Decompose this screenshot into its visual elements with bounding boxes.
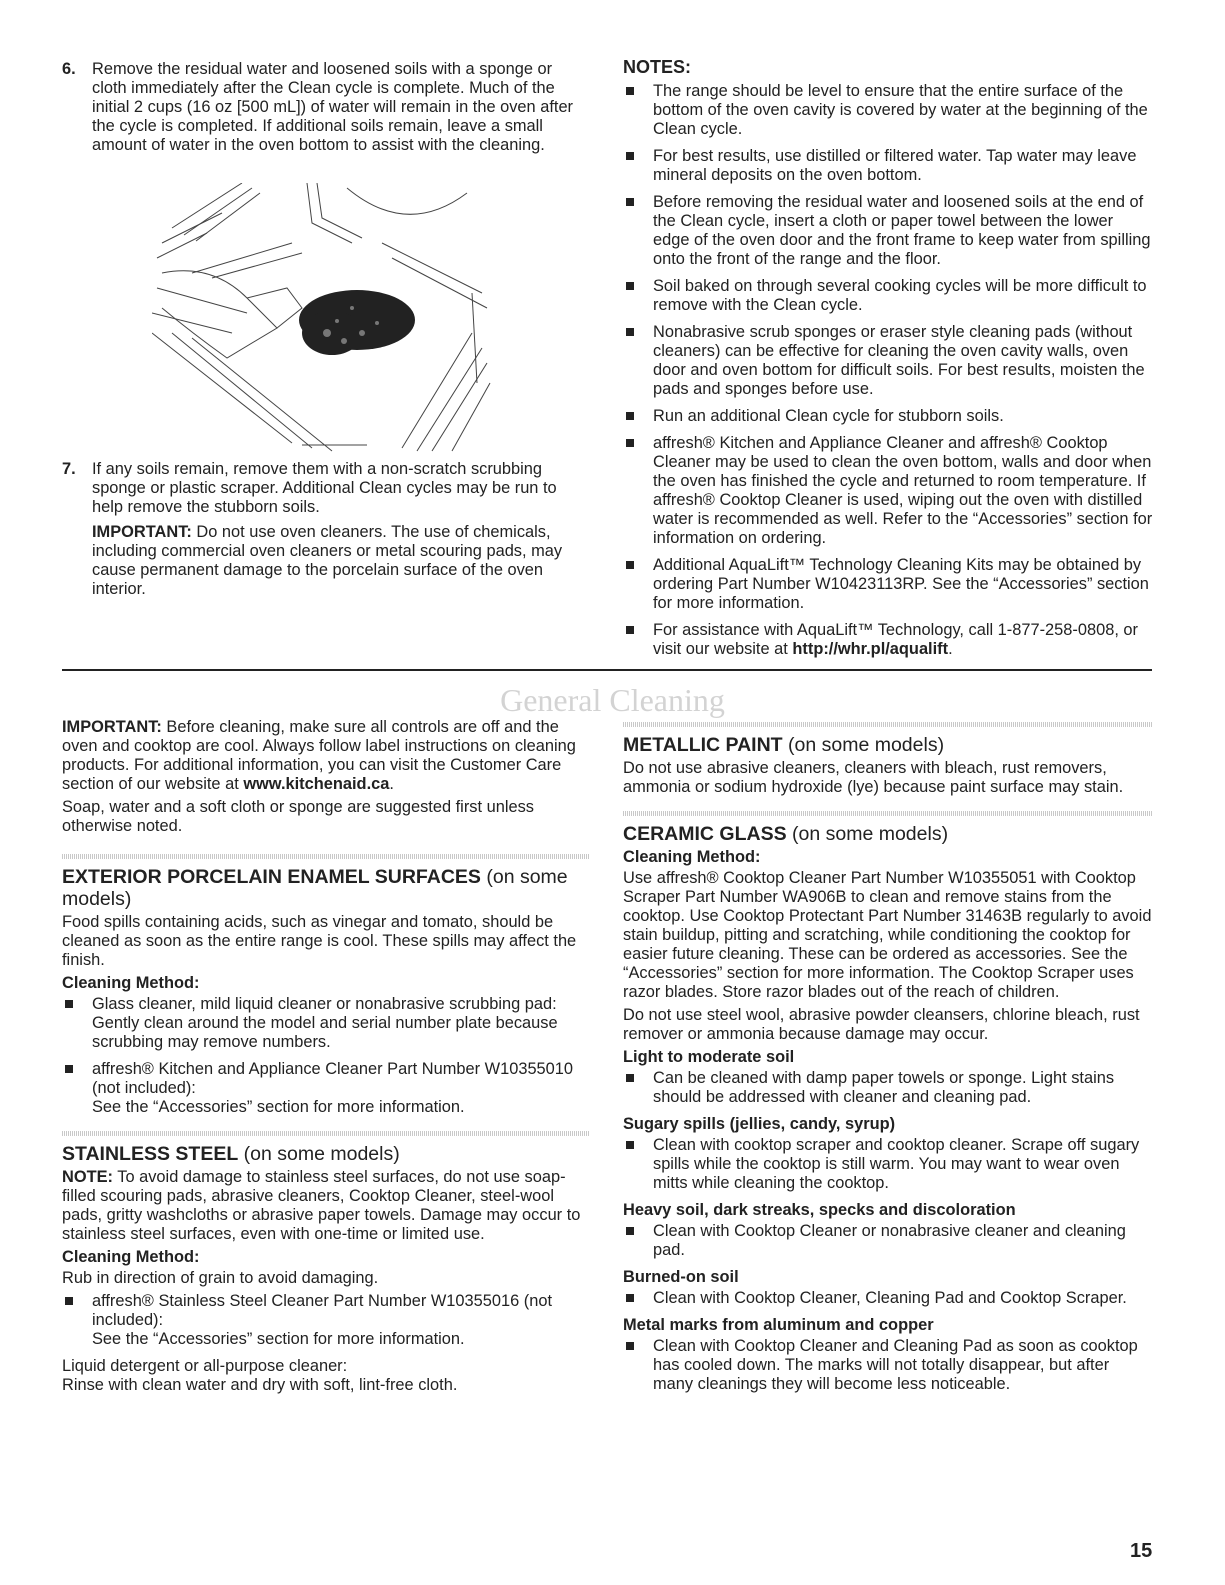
top-left-column-lower bbox=[62, 460, 590, 605]
note-label: NOTE: bbox=[62, 1168, 113, 1186]
bullet-line: See the “Accessories” section for more information. bbox=[92, 1098, 465, 1116]
metal-marks-label: Metal marks from aluminum and copper bbox=[623, 1316, 934, 1334]
page-number: 15 bbox=[1130, 1540, 1153, 1562]
metal-marks-bullet: Clean with Cooktop Cleaner and Cleaning Pad as soon as cooktop has cooled down. The marks will not totally disappear, but after many cleanings they will become less noticeable. bbox=[623, 1337, 1153, 1394]
soap-paragraph: Soap, water and a soft cloth or sponge are suggested first unless otherwise noted. bbox=[62, 798, 534, 835]
stainless-bullet bbox=[62, 1292, 590, 1349]
exterior-heading bbox=[62, 866, 590, 910]
important-text: Before cleaning, make sure all controls are off and the oven and cooktop are cool. Always follow label instructions on cleaning products. For additional information, you can visit the Customer Care section of our website at bbox=[62, 718, 576, 793]
rub-text: Rub in direction of grain to avoid damaging. bbox=[62, 1269, 379, 1287]
exterior-bullet bbox=[62, 1060, 590, 1117]
metallic-heading bbox=[623, 734, 1153, 756]
exterior-heading-rest: (on some models) bbox=[62, 866, 568, 910]
important-paragraph bbox=[62, 718, 590, 794]
cleaning-method-label: Cleaning Method: bbox=[62, 974, 200, 992]
bottom-left-column bbox=[62, 718, 590, 1395]
kitchenaid-link[interactable]: www.kitchenaid.ca bbox=[243, 775, 390, 793]
note-item: The range should be level to ensure that the entire surface of the bottom of the oven cavity is covered by water at the beginning of the Clean cycle. bbox=[623, 82, 1153, 139]
bullet-line: affresh® Kitchen and Appliance Cleaner Part Number W10355010 (not included): bbox=[92, 1060, 574, 1097]
note-text: To avoid damage to stainless steel surfaces, do not use soap-filled scouring pads, abrasive cleaners, Cooktop Cleaner, steel-wool pads, gritty washcloths or abrasive paper towels. Damage may occur to stainless steel surfaces, even with one-time or limited use. bbox=[62, 1168, 581, 1243]
note-item: For best results, use distilled or filtered water. Tap water may leave mineral deposits on the oven bottom. bbox=[623, 147, 1153, 185]
hatch-divider bbox=[623, 722, 1153, 727]
metallic-text: Do not use abrasive cleaners, cleaners with bleach, rust removers, ammonia or sodium hydroxide (lye) because paint surface may stain. bbox=[623, 759, 1124, 796]
step-7 bbox=[62, 460, 590, 599]
important-paragraph bbox=[92, 523, 590, 599]
bullet-line: affresh® Stainless Steel Cleaner Part Number W10355016 (not included): bbox=[92, 1292, 553, 1329]
important-text: Do not use oven cleaners. The use of chemicals, including commercial oven cleaners or metal scouring pads, may cause permanent damage to the porcelain surface of the oven interior. bbox=[92, 523, 563, 598]
metallic-heading-bold: METALLIC PAINT bbox=[623, 734, 783, 756]
note-item-text: For assistance with AquaLift™ Technology, call 1-877-258-0808, or visit our website at bbox=[653, 621, 1139, 658]
exterior-heading-bold: EXTERIOR PORCELAIN ENAMEL SURFACES bbox=[62, 866, 481, 888]
exterior-text: Food spills containing acids, such as vinegar and tomato, should be cleaned as soon as the entire range is cool. These spills may affect the finish. bbox=[62, 913, 577, 969]
section-title: General Cleaning bbox=[500, 682, 725, 718]
note-item: affresh® Kitchen and Appliance Cleaner and affresh® Cooktop Cleaner may be used to clean the oven bottom, walls and door when the oven has finished the cycle and returned to room temperature. If affresh® Cooktop Cleaner is used, wiping out the oven with distilled water is recommended as well. Refer to the “Accessories” section for information on ordering. bbox=[623, 434, 1153, 548]
heavy-soil-bullet: Clean with Cooktop Cleaner or nonabrasive cleaner and cleaning pad. bbox=[623, 1222, 1153, 1260]
bullet-line: Gently clean around the model and serial number plate because scrubbing may remove numbers. bbox=[92, 1014, 558, 1051]
note-item: Soil baked on through several cooking cycles will be more difficult to remove with the Clean cycle. bbox=[623, 277, 1153, 315]
stainless-heading bbox=[62, 1143, 590, 1165]
note-item: Additional AquaLift™ Technology Cleaning Kits may be obtained by ordering Part Number W10423113RP. See the “Accessories” section for more information. bbox=[623, 556, 1153, 613]
ceramic-heading-rest: (on some models) bbox=[786, 823, 949, 845]
ceramic-heading bbox=[623, 823, 1153, 845]
bottom-right-column bbox=[623, 718, 1153, 1402]
cleaning-method-label: Cleaning Method: bbox=[623, 848, 761, 866]
sugary-bullet: Clean with cooktop scraper and cooktop cleaner. Scrape off sugary spills while the cooktop is still warm. You may want to wear oven mitts while cleaning the cooktop. bbox=[623, 1136, 1153, 1193]
ceramic-text: Use affresh® Cooktop Cleaner Part Number W10355051 with Cooktop Scraper Part Number WA906B to clean and remove stains from the cooktop. Use Cooktop Protectant Part Number 31463B regularly to avoid stain buildup, pitting and scratching, while conditioning the cooktop for easier future cleaning. These can be ordered as accessories. See the “Accessories” section for more information. The Cooktop Scraper uses razor blades. Store razor blades out of the reach of children. bbox=[623, 869, 1152, 1001]
section-divider bbox=[62, 669, 1152, 671]
important-end: . bbox=[389, 775, 394, 793]
note-item bbox=[623, 621, 1153, 659]
heavy-soil-label: Heavy soil, dark streaks, specks and discoloration bbox=[623, 1201, 1016, 1219]
step-number: 7. bbox=[62, 460, 76, 478]
hatch-divider bbox=[62, 1131, 590, 1136]
hatch-divider bbox=[62, 854, 590, 859]
burned-soil-label: Burned-on soil bbox=[623, 1268, 739, 1286]
important-label: IMPORTANT: bbox=[62, 718, 162, 736]
metallic-heading-rest: (on some models) bbox=[782, 734, 945, 756]
exterior-bullet bbox=[62, 995, 590, 1052]
sugary-label: Sugary spills (jellies, candy, syrup) bbox=[623, 1115, 896, 1133]
note-item: Run an additional Clean cycle for stubborn soils. bbox=[623, 407, 1153, 426]
step-6 bbox=[62, 60, 590, 155]
cleaning-method-label: Cleaning Method: bbox=[62, 1248, 200, 1266]
light-soil-label: Light to moderate soil bbox=[623, 1048, 795, 1066]
step-text: Remove the residual water and loosened soils with a sponge or cloth immediately after the Clean cycle is complete. Much of the initial 2 cups (16 oz [500 mL]) of water will remain in the oven after the cycle is completed. If additional soils remain, leave a small amount of water in the oven bottom to assist with the cleaning. bbox=[92, 60, 574, 154]
bullet-line: Glass cleaner, mild liquid cleaner or nonabrasive scrubbing pad: bbox=[92, 995, 557, 1013]
liquid-line: Liquid detergent or all-purpose cleaner: bbox=[62, 1357, 348, 1375]
top-left-column bbox=[62, 60, 590, 161]
burned-soil-bullet: Clean with Cooktop Cleaner, Cleaning Pad and Cooktop Scraper. bbox=[623, 1289, 1153, 1308]
light-soil-bullet: Can be cleaned with damp paper towels or sponge. Light stains should be addressed with cleaner and cleaning pad. bbox=[623, 1069, 1153, 1107]
note-item: Before removing the residual water and loosened soils at the end of the Clean cycle, insert a cloth or paper towel between the lower edge of the oven door and the front frame to keep water from spilling onto the front of the range and the floor. bbox=[623, 193, 1153, 269]
notes-title: NOTES: bbox=[623, 57, 692, 77]
stainless-heading-rest: (on some models) bbox=[238, 1143, 400, 1165]
step-number: 6. bbox=[62, 60, 76, 78]
step-text: If any soils remain, remove them with a non-scratch scrubbing sponge or plastic scraper. Additional Clean cycles may be run to help remove the stubborn soils. bbox=[92, 460, 557, 516]
liquid-line: Rinse with clean water and dry with soft, lint-free cloth. bbox=[62, 1376, 458, 1394]
stainless-note bbox=[62, 1168, 590, 1244]
hatch-divider bbox=[623, 811, 1153, 816]
aqualift-link[interactable]: http://whr.pl/aqualift bbox=[792, 640, 949, 658]
ceramic-heading-bold: CERAMIC GLASS bbox=[623, 823, 787, 845]
bullet-line: See the “Accessories” section for more information. bbox=[92, 1330, 465, 1348]
oven-cleaning-illustration bbox=[152, 183, 492, 453]
stainless-heading-bold: STAINLESS STEEL bbox=[62, 1143, 239, 1165]
notes-column bbox=[623, 58, 1153, 667]
important-label: IMPORTANT: bbox=[92, 523, 192, 541]
ceramic-text: Do not use steel wool, abrasive powder cleansers, chlorine bleach, rust remover or ammonia because damage may occur. bbox=[623, 1006, 1140, 1043]
note-item-end: . bbox=[948, 640, 953, 658]
note-item: Nonabrasive scrub sponges or eraser style cleaning pads (without cleaners) can be effective for cleaning the oven cavity walls, oven door and oven bottom for difficult soils. For best results, moisten the pads and sponges before use. bbox=[623, 323, 1153, 399]
